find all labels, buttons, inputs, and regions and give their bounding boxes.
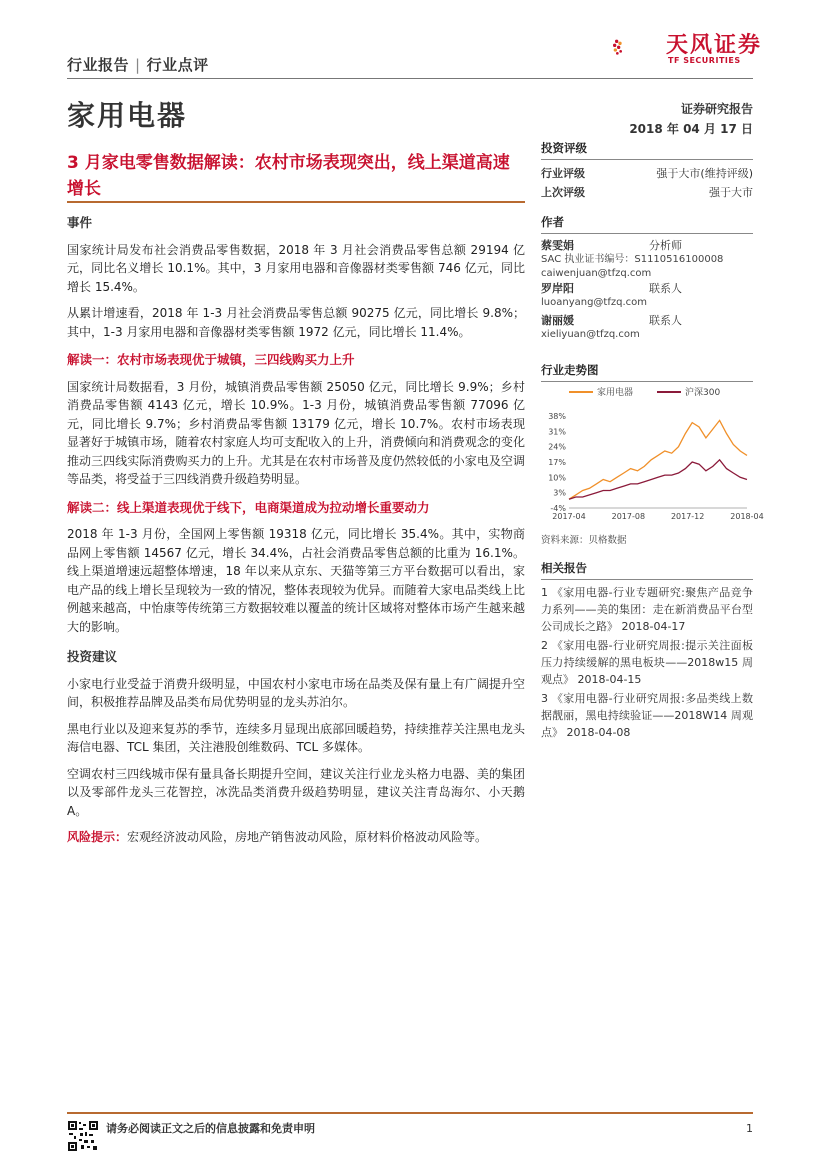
rating-panel [541,140,753,202]
author-email[interactable]: caiwenjuan@tfzq.com [541,268,652,279]
trend-chart [541,380,764,525]
chart-source: 资料来源：贝格数据 [541,535,627,546]
prev-rating-value: 强于大市 [709,186,753,199]
rating-row [541,164,753,183]
series-line [569,460,747,499]
headline: 3 月家电零售数据解读：农村市场表现突出，线上渠道高速增长 [67,153,510,199]
x-tick-label: 2018-04 [730,512,764,521]
read2-title: 解读二：线上渠道表现优于线下，电商渠道成为拉动增长重要动力 [67,499,430,515]
related-panel [541,560,753,743]
brand-subtitle: TF SECURITIES [668,56,741,65]
risk-text: 宏观经济波动风险，房地产销售波动风险，原材料价格波动风险等。 [127,830,488,844]
author-row [541,281,753,296]
tf-logo-icon [612,22,662,72]
y-tick-label: 38% [548,412,566,421]
author-role: 联系人 [649,314,682,327]
y-tick-label: 3% [553,488,566,498]
y-tick-label: 10% [548,473,566,483]
author-name: 蔡雯娟 [541,239,574,252]
prev-rating-row [541,183,753,202]
x-tick-label: 2017-04 [552,512,586,521]
related-report[interactable]: 1 《家用电器-行业专题研究:聚焦产品竞争力系列——美的集团：走在新消费品平台型公司成长之路》 2018-04-17 [541,586,753,633]
x-tick-label: 2017-08 [611,512,646,521]
risk-label: 风险提示： [67,830,128,844]
top-divider [67,78,753,79]
rating-title: 投资评级 [541,140,753,160]
trend-title: 行业走势图 [541,362,753,382]
page-number: 1 [746,1122,753,1135]
advice-paragraph-1: 小家电行业受益于消费升级明显，中国农村小家电市场在品类及保有量上有广阔提升空间，积极推荐品牌及品类布局优势明显的龙头苏泊尔。 [67,676,525,709]
category-separator: | [135,56,141,74]
rating-label: 行业评级 [541,167,585,180]
related-report[interactable]: 2 《家用电器-行业研究周报:提示关注面板压力持续缓解的黑电板块——2018w15 周观点》 2018-04-15 [541,639,753,686]
advice-title: 投资建议 [67,649,118,664]
x-tick-label: 2017-12 [670,512,705,521]
y-tick-label: 17% [548,458,566,467]
event-title: 事件 [67,215,93,230]
risk-paragraph [67,828,525,847]
event-paragraph-1: 国家统计局发布社会消费品零售数据，2018 年 3 月社会消费品零售总额 29194 亿元，同比名义增长 10.1%。其中，3 月家用电器和音像器材类零售额 746 亿元，同比增长 15.4%。 [67,242,525,294]
advice-paragraph-3: 空调农村三四线城市保有量具备长期提升空间，建议关注行业龙头格力电器、美的集团以及零部件龙头三花智控，冰洗品类消费升级趋势明显，建议关注青岛海尔、小天鹅 A。 [67,766,525,818]
related-report[interactable]: 3 《家用电器-行业研究周报:多品类线上数据靓丽，黑电持续验证——2018W14 周观点》 2018-04-08 [541,692,753,739]
author-row [541,313,753,328]
main-content [67,214,525,855]
brand-name: 天风证券 [666,33,763,58]
author-name: 罗岸阳 [541,282,574,295]
legend-label: 沪深300 [685,388,721,398]
category-label: 行业报告 [67,56,130,74]
read1-paragraph: 国家统计局数据看，3 月份，城镇消费品零售额 25050 亿元，同比增长 9.9%；乡村消费品零售额 4143 亿元，增长 10.9%。1-3 月份，城镇消费品零售额 77096 亿元，同比增长 9.7%；乡村消费品零售额 13179 亿元，增长 10.7%。农村市场表现显著好于城镇市场，随着农村家庭人均可支配收入的上升，消费倾向和消费观念的变化推动三四线实际消费购买力的上升。尤其是在农村市场普及度仍然较低的小家电及空调等品类，将受益于三四线消费升级趋势明显。 [67,379,525,486]
author-email[interactable]: luoanyang@tfzq.com [541,297,648,308]
event-paragraph-2: 从累计增速看，2018 年 1-3 月社会消费品零售总额 90275 亿元，同比增长 9.8%；其中，1-3 月家用电器和音像器材类零售额 1972 亿元，同比增长 11.4%。 [67,306,525,339]
author-email[interactable]: xieliyuan@tfzq.com [541,329,640,340]
prev-rating-label: 上次评级 [541,186,585,199]
author-name: 谢丽媛 [541,314,574,327]
footer-divider [67,1112,753,1114]
author-row [541,238,753,253]
sector-title: 家用电器 [67,99,188,132]
author-panel [541,214,753,342]
report-type: 证券研究报告 [680,102,753,116]
y-tick-label: 31% [548,427,566,437]
author-cert: SAC 执业证书编号：S1110516100008 [541,254,724,265]
read1-title: 解读一：农村市场表现优于城镇，三四线购买力上升 [67,352,355,367]
y-tick-label: -4% [550,504,566,513]
author-role: 联系人 [649,282,682,295]
author-role: 分析师 [649,239,682,252]
legend-label: 家用电器 [597,388,634,398]
subcategory-label: 行业点评 [146,56,209,74]
related-title: 相关报告 [541,560,753,580]
headline-divider [67,201,525,203]
author-title: 作者 [541,214,753,234]
report-date: 2018 年 04 月 17 日 [629,122,753,136]
advice-paragraph-2: 黑电行业以及迎来复苏的季节，连续多月显现出底部回暖趋势，持续推荐关注黑电龙头海信电器、TCL 集团，关注港股创维数码、TCL 多媒体。 [67,721,525,754]
rating-value: 强于大市(维持评级) [656,167,753,180]
y-tick-label: 24% [548,442,566,452]
report-category [67,54,209,75]
qr-code-icon [67,1120,99,1152]
footer-disclaimer: 请务必阅读正文之后的信息披露和免责申明 [106,1122,315,1135]
read2-paragraph: 2018 年 1-3 月份，全国网上零售额 19318 亿元，同比增长 35.4%。其中，实物商品网上零售额 14567 亿元，增长 34.4%，占社会消费品零售总额的比重为 16.1%。线上渠道增速远超整体增速，18 年以来从京东、天猫等第三方平台数据可以看出，家电产品的线上增长呈现较为一致的情况，整体表现较为优异。而随着大家电品类线上比例越来越高，中怡康等传统第三方数据较难以覆盖的统计区域将对整体市场产生越来越大的影响。 [67,527,525,634]
